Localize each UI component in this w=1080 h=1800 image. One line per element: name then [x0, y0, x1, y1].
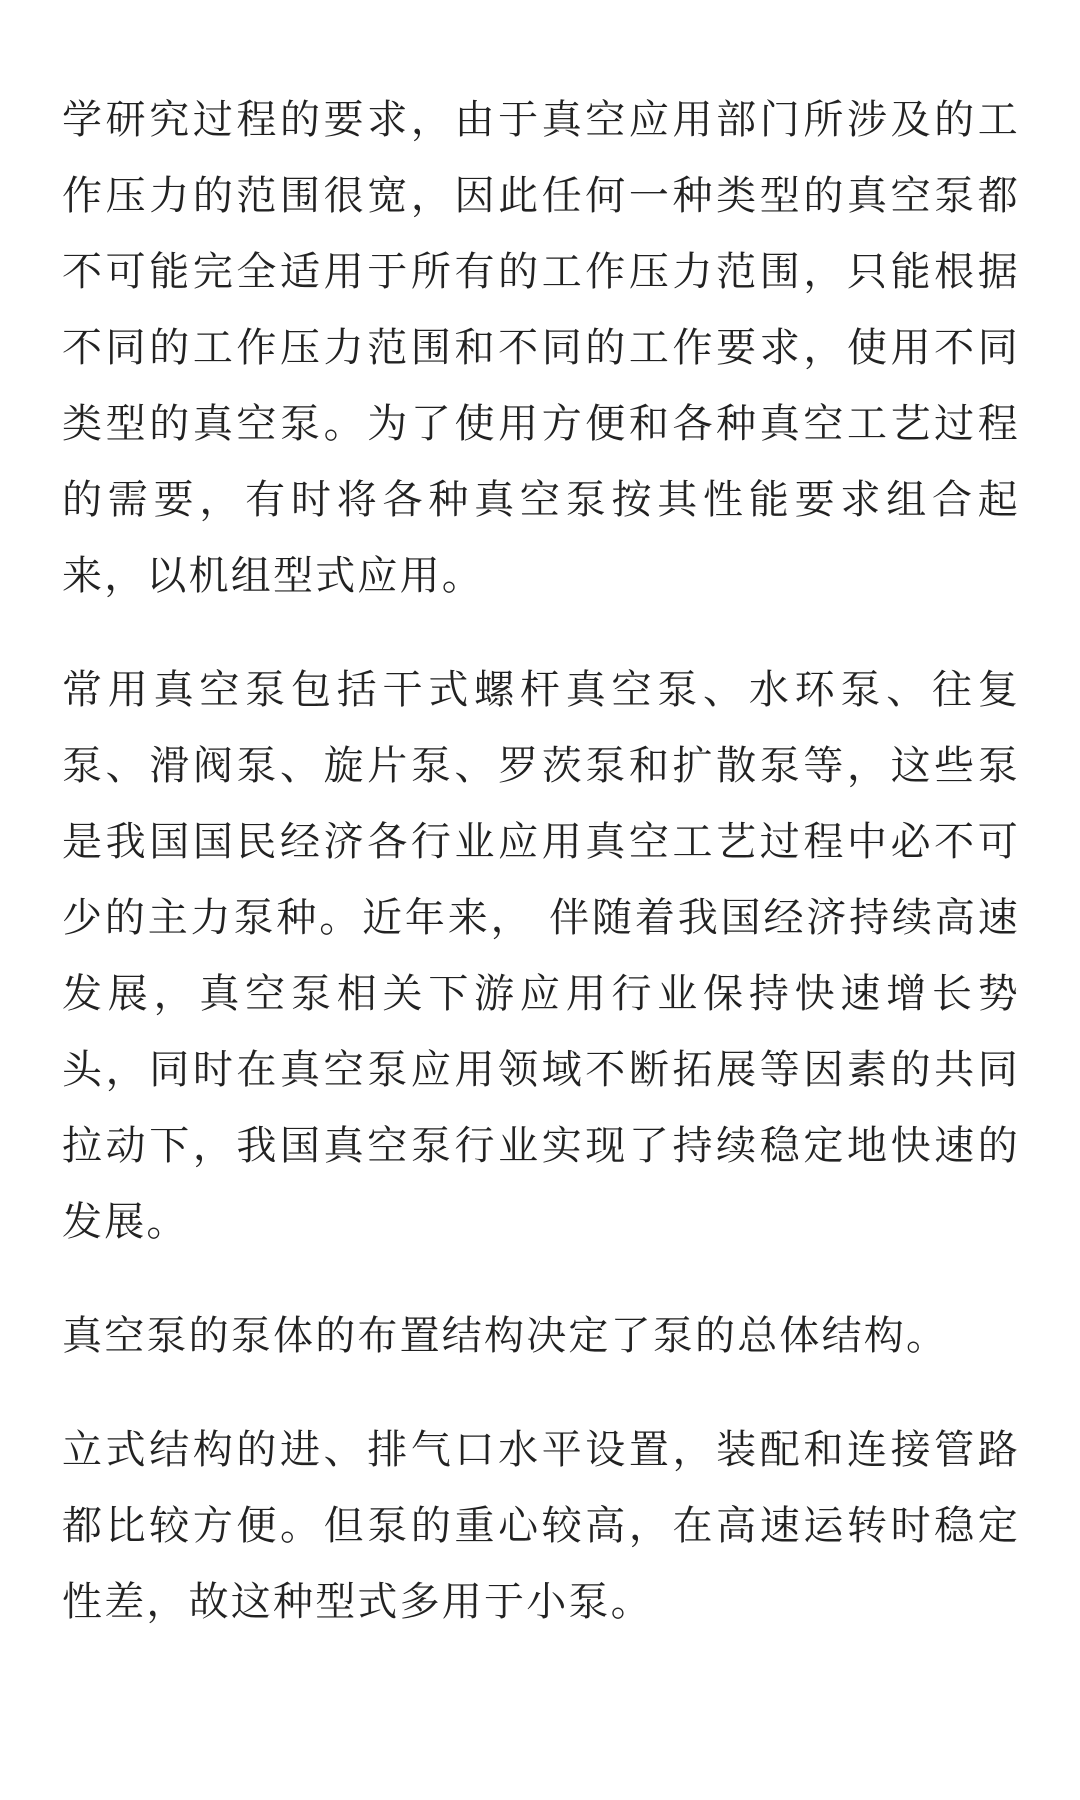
paragraph-pump-body-structure: 真空泵的泵体的布置结构决定了泵的总体结构。 [62, 1313, 949, 1359]
article-body [62, 82, 1020, 1640]
paragraph-vertical-structure: 立式结构的进、排气口水平设置，装配和连接管路都比较方便。但泵的重心较高，在高速运转时稳定性差，故这种型式多用于小泵。 [62, 1427, 1020, 1625]
paragraph-vacuum-pump-requirements: 学研究过程的要求，由于真空应用部门所涉及的工作压力的范围很宽，因此任何一种类型的真空泵都不可能完全适用于所有的工作压力范围，只能根据不同的工作压力范围和不同的工作要求，使用不同类型的真空泵。为了使用方便和各种真空工艺过程的需要，有时将各种真空泵按其性能要求组合起来，以机组型式应用。 [62, 97, 1020, 599]
paragraph-common-vacuum-pumps: 常用真空泵包括干式螺杆真空泵、水环泵、往复泵、滑阀泵、旋片泵、罗茨泵和扩散泵等，这些泵是我国国民经济各行业应用真空工艺过程中必不可少的主力泵种。近年来， 伴随着我国经济持续高速发展，真空泵相关下游应用行业保持快速增长势头，同时在真空泵应用领域不断拓展等因素的共同拉动下，我国真空泵行业实现了持续稳定地快速的发展。 [62, 667, 1020, 1245]
